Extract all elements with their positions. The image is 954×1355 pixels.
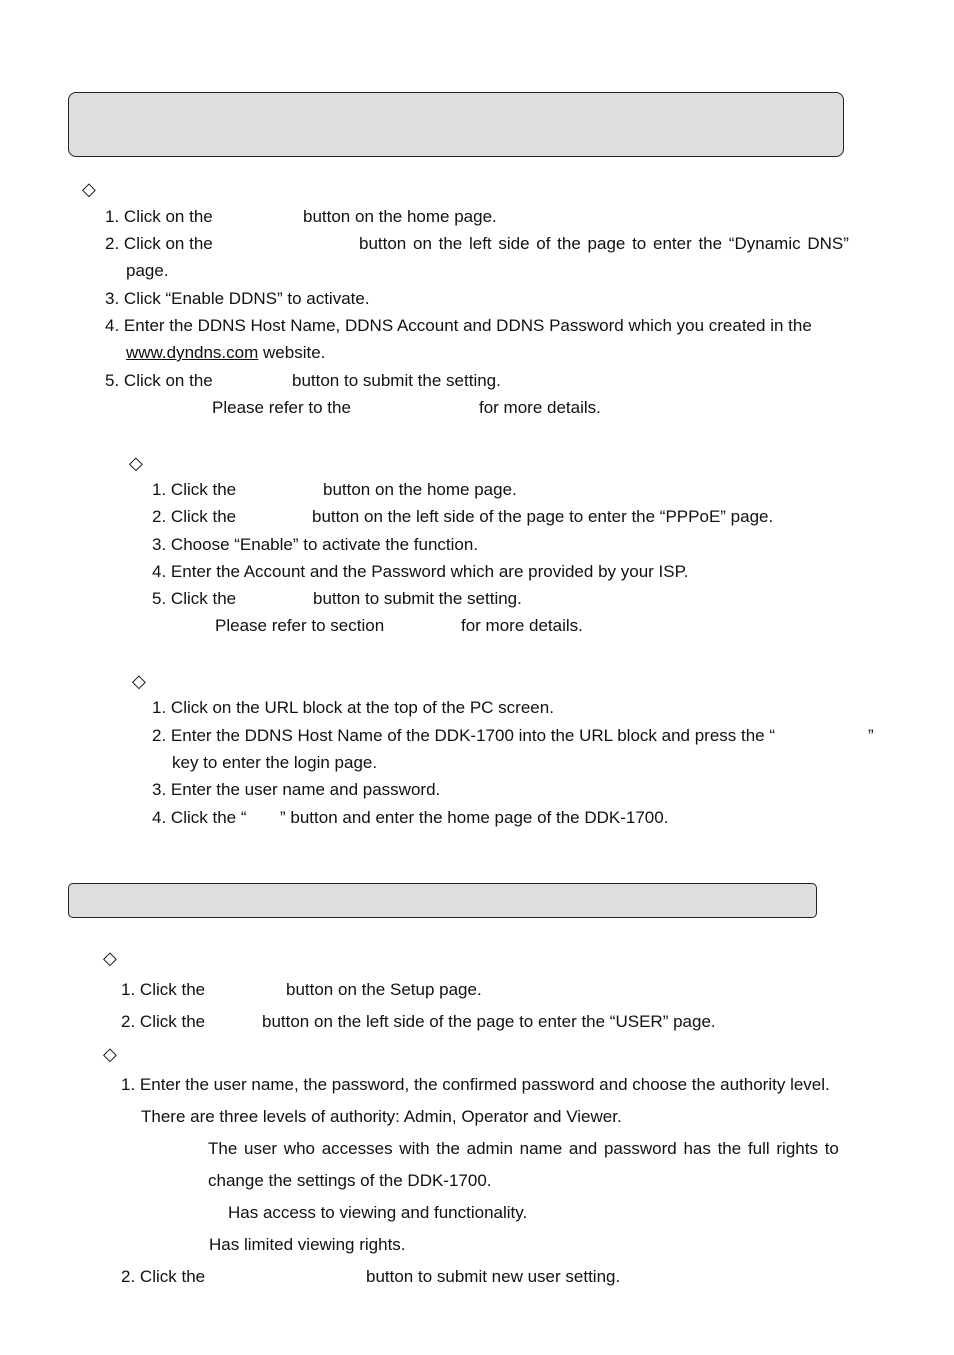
ddns-step-5: 5. Click on the [105, 371, 213, 390]
ddns-step-5-rest: button to submit the setting. [292, 371, 501, 390]
operator-description: Has access to viewing and functionality. [228, 1203, 528, 1222]
viewer-description: Has limited viewing rights. [209, 1235, 406, 1254]
login-step-2-cont: key to enter the login page. [172, 753, 378, 772]
adduser-step-2: 2. Click the [121, 1267, 206, 1286]
diamond-bullet-icon: ◇ [103, 948, 117, 968]
diamond-bullet-icon: ◇ [103, 1044, 117, 1064]
ddns-step-4: 4. Enter the DDNS Host Name, DDNS Account and DDNS Password which you created in the [105, 316, 812, 335]
section-header-banner-top [68, 92, 844, 157]
ddns-step-2-cont: page. [126, 261, 169, 280]
section-header-banner-user [68, 883, 817, 918]
adduser-step-1: 1. Enter the user name, the password, the confirmed password and choose the authority level. [121, 1075, 830, 1094]
user-step-2: 2. Click the [121, 1012, 206, 1031]
adduser-step-1-cont: There are three levels of authority: Admin, Operator and Viewer. [141, 1107, 622, 1126]
diamond-bullet-icon: ◇ [132, 671, 146, 691]
ddns-step-1-rest: button on the home page. [303, 207, 497, 226]
login-step-2-rest: ” [868, 726, 874, 745]
admin-description: The user who accesses with the admin name and password has the full rights to [208, 1139, 839, 1158]
user-step-1: 1. Click the [121, 980, 206, 999]
pppoe-note: Please refer to section [215, 616, 385, 635]
ddns-step-3: 3. Click “Enable DDNS” to activate. [105, 289, 370, 308]
ddns-note: Please refer to the [212, 398, 351, 417]
login-step-4: 4. Click the “ [152, 808, 247, 827]
pppoe-step-2: 2. Click the [152, 507, 237, 526]
ddns-step-4-cont: www.dyndns.com website. [126, 343, 326, 362]
pppoe-step-5: 5. Click the [152, 589, 237, 608]
admin-description-cont: change the settings of the DDK-1700. [208, 1171, 492, 1190]
login-step-4-rest: ” button and enter the home page of the DDK-1700. [280, 808, 669, 827]
ddns-step-2-rest: button on the left side of the page to enter the “Dynamic DNS” [359, 234, 849, 253]
adduser-step-2-rest: button to submit new user setting. [366, 1267, 621, 1286]
pppoe-step-1-rest: button on the home page. [323, 480, 517, 499]
ddns-note-rest: for more details. [479, 398, 601, 417]
ddns-step-1: 1. Click on the [105, 207, 213, 226]
pppoe-step-4: 4. Enter the Account and the Password which are provided by your ISP. [152, 562, 689, 581]
pppoe-step-5-rest: button to submit the setting. [313, 589, 522, 608]
login-step-1: 1. Click on the URL block at the top of the PC screen. [152, 698, 554, 717]
login-step-2: 2. Enter the DDNS Host Name of the DDK-1700 into the URL block and press the “ [152, 726, 776, 745]
ddns-step-2: 2. Click on the [105, 234, 213, 253]
pppoe-step-3: 3. Choose “Enable” to activate the function. [152, 535, 479, 554]
pppoe-step-1: 1. Click the [152, 480, 237, 499]
pppoe-step-2-rest: button on the left side of the page to enter the “PPPoE” page. [312, 507, 774, 526]
user-step-2-rest: button on the left side of the page to enter the “USER” page. [262, 1012, 716, 1031]
login-step-3: 3. Enter the user name and password. [152, 780, 441, 799]
dyndns-link[interactable]: www.dyndns.com [126, 343, 259, 362]
user-step-1-rest: button on the Setup page. [286, 980, 482, 999]
pppoe-note-rest: for more details. [461, 616, 583, 635]
diamond-bullet-icon: ◇ [82, 179, 96, 199]
diamond-bullet-icon: ◇ [129, 453, 143, 473]
